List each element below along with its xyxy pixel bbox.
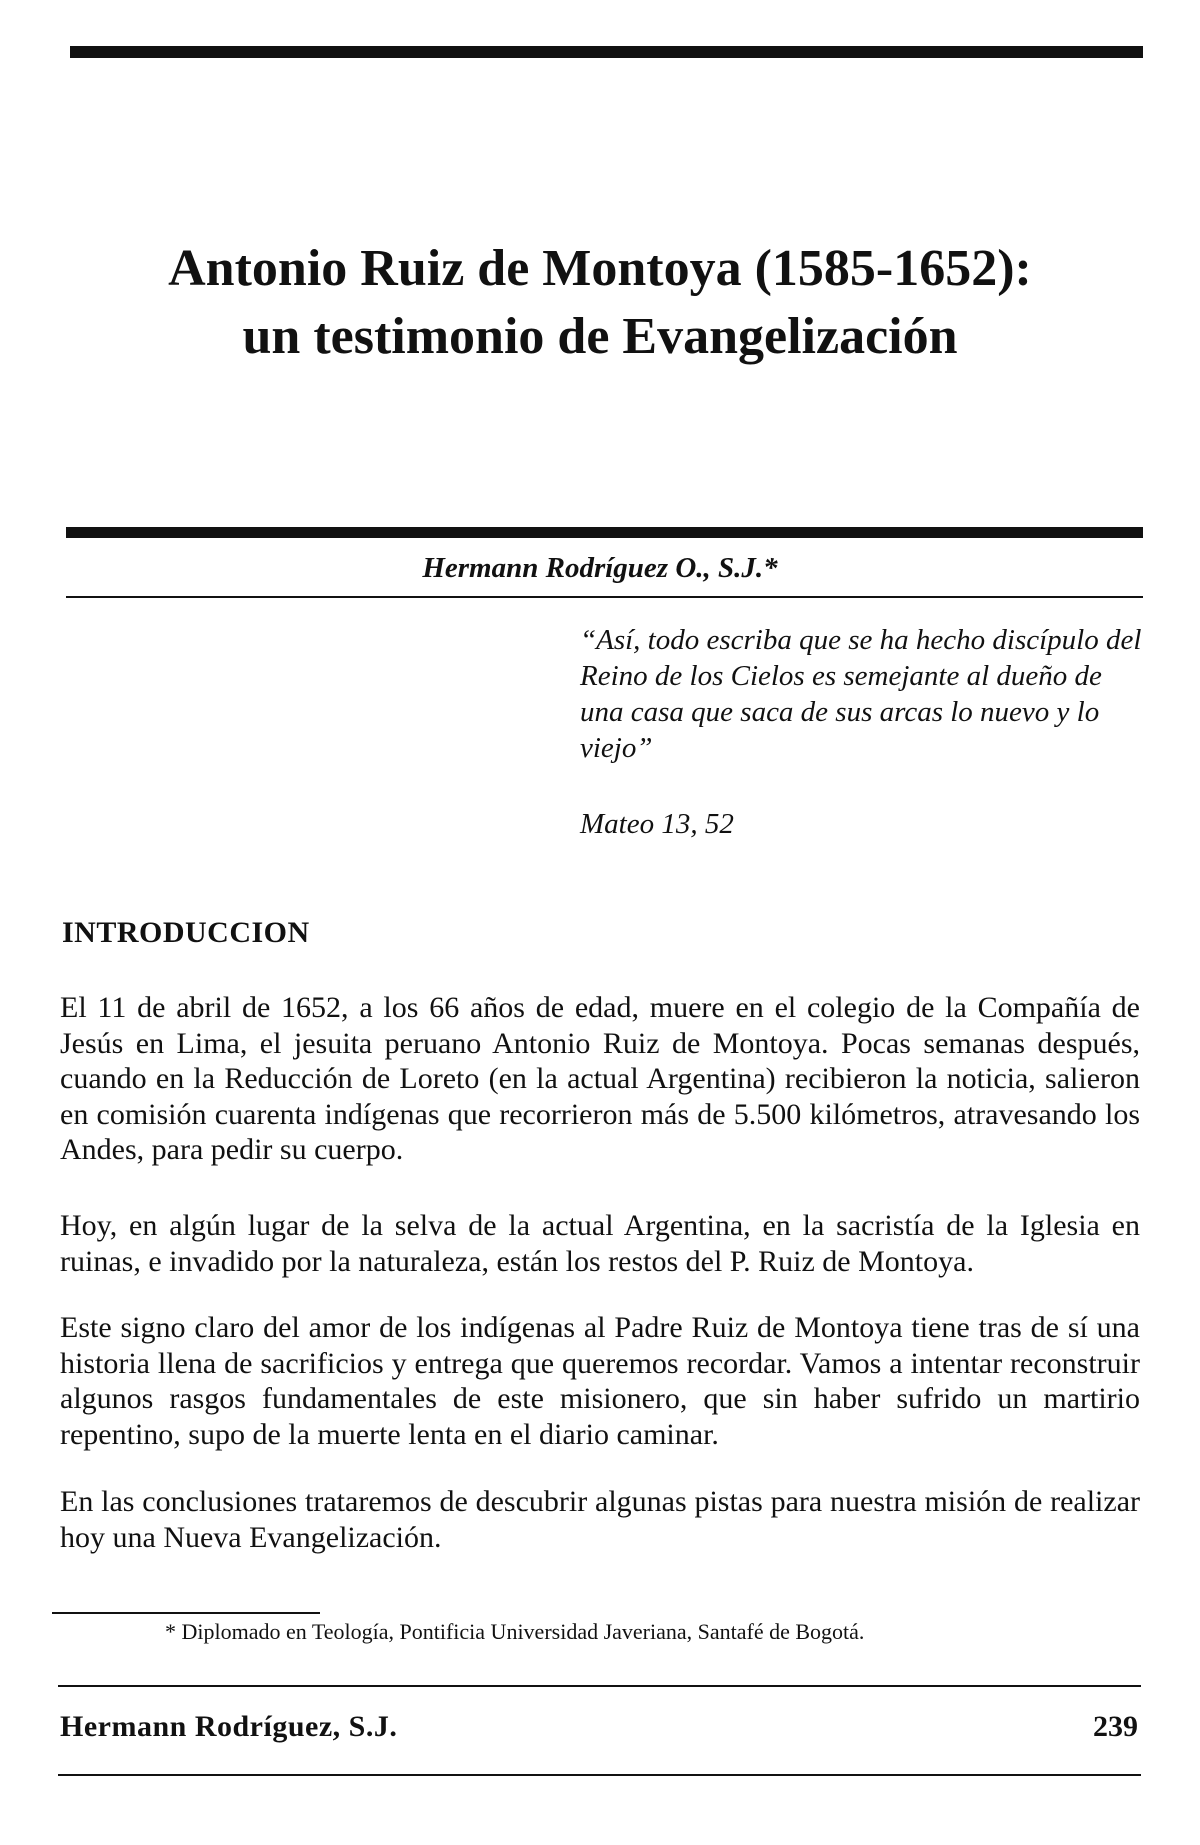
article-title-line-2: un testimonio de Evangelización xyxy=(242,308,958,365)
epigraph-quote: “Así, todo escriba que se ha hecho discípulo del Reino de los Cielos es semejante al dueño de una casa que saca de sus arcas lo nuevo y lo viejo” xyxy=(580,624,1142,764)
body-paragraph: El 11 de abril de 1652, a los 66 años de edad, muere en el colegio de la Compañía de Jesús en Lima, el jesuita peruano Antonio Ruiz de Montoya. Pocas semanas después, cuando en la Reducción de Loreto (en la actual Argentina) recibieron la noticia, salieron en comisión cuarenta indígenas que recorrieron más de 5.500 kilómetros, atravesando los Andes, para pedir su cuerpo. xyxy=(60,991,1140,1166)
footer-top-rule xyxy=(58,1685,1141,1687)
author-bottom-rule xyxy=(66,596,1143,598)
body-paragraph: En las conclusiones trataremos de descubrir algunas pistas para nuestra misión de realizar hoy una Nueva Evangelización. xyxy=(60,1485,1140,1554)
footer-bottom-rule xyxy=(58,1774,1141,1776)
author-byline: Hermann Rodríguez O., S.J.* xyxy=(422,552,778,584)
footnote-rule xyxy=(52,1612,320,1614)
epigraph-source: Mateo 13, 52 xyxy=(580,808,734,840)
footer-author: Hermann Rodríguez, S.J. xyxy=(60,1710,398,1743)
section-heading: INTRODUCCION xyxy=(62,916,310,949)
body-paragraph: Hoy, en algún lugar de la selva de la actual Argentina, en la sacristía de la Iglesia en ruinas, e invadido por la naturaleza, están los restos del P. Ruiz de Montoya. xyxy=(60,1209,1140,1278)
top-rule xyxy=(70,46,1143,58)
author-top-rule xyxy=(66,527,1143,538)
body-paragraph: Este signo claro del amor de los indígenas al Padre Ruiz de Montoya tiene tras de sí una historia llena de sacrificios y entrega que queremos recordar. Vamos a intentar reconstruir algunos rasgos fundamentales de este misionero, que sin haber sufrido un martirio repentino, supo de la muerte lenta en el diario caminar. xyxy=(60,1311,1140,1451)
article-title-line-1: Antonio Ruiz de Montoya (1585-1652): xyxy=(168,240,1032,297)
footnote: * Diplomado en Teología, Pontificia Universidad Javeriana, Santafé de Bogotá. xyxy=(165,1619,865,1644)
page-number: 239 xyxy=(1093,1710,1138,1743)
